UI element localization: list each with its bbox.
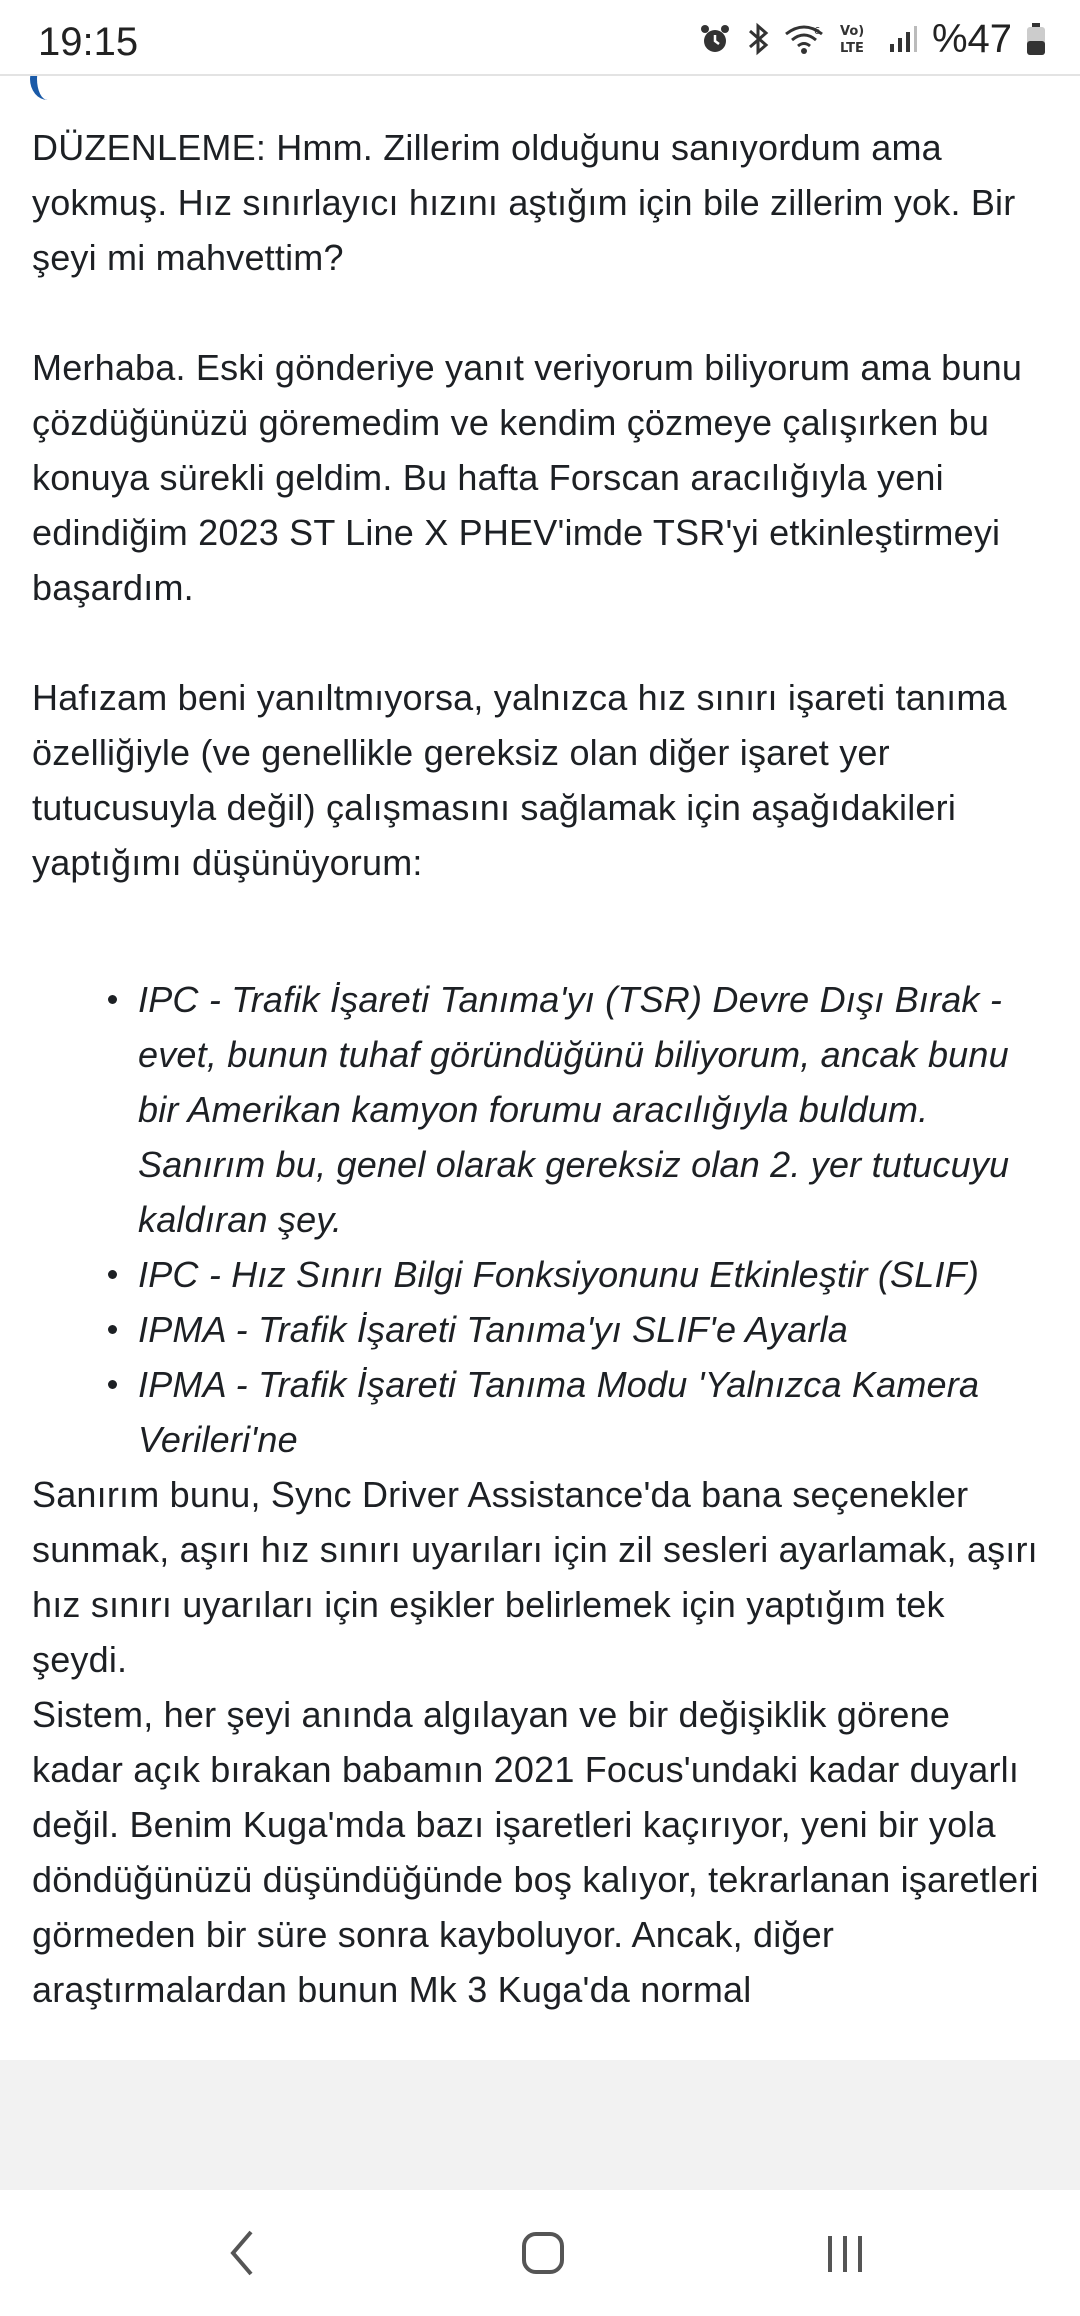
navigation-bar	[0, 2190, 1080, 2316]
status-time: 19:15	[38, 20, 139, 64]
wifi-icon	[784, 22, 824, 56]
list-item: IPMA - Trafik İşareti Tanıma'yı SLIF'e Ayarla	[138, 1302, 1047, 1357]
battery-icon	[1026, 22, 1046, 56]
list-item: IPC - Trafik İşareti Tanıma'yı (TSR) Devre Dışı Bırak - evet, bunun tuhaf göründüğünü biliyorum, ancak bunu bir Amerikan kamyon forumu aracılığıyla buldum. Sanırım bu, genel olarak gereksiz olan 2. yer tutucuyu kaldıran şey.	[138, 972, 1047, 1247]
back-icon	[223, 2228, 263, 2283]
alarm-icon	[698, 22, 732, 56]
bluetooth-icon	[746, 21, 770, 57]
memory-paragraph: Hafızam beni yanıltmıyorsa, yalnızca hız sınırı işareti tanıma özelliğiyle (ve genellikle gereksiz olan diğer işaret yer tutucusuyla değil) çalışmasını sağlamak için aşağıdakileri yaptığımı düşünüyorum:	[32, 677, 1007, 883]
battery-level: %47	[931, 16, 1012, 61]
svg-text:Vo): Vo)	[839, 24, 865, 39]
sync-paragraph: Sanırım bunu, Sync Driver Assistance'da bana seçenekler sunmak, aşırı hız sınırı uyarıları için zil sesleri ayarlamak, aşırı hız sınırı uyarıları için eşikler belirlemek için yaptığım tek şeydi.	[32, 1474, 1038, 1680]
svg-text:6: 6	[813, 26, 821, 37]
bottom-panel	[0, 2060, 1080, 2190]
steps-list	[32, 972, 1047, 1467]
post-content	[32, 120, 1047, 2017]
status-bar	[0, 0, 1080, 76]
list-item: IPMA - Trafik İşareti Tanıma Modu 'Yalnızca Kamera Verileri'ne	[138, 1357, 1047, 1467]
volte-icon	[838, 21, 874, 57]
back-button[interactable]	[208, 2220, 278, 2290]
status-icons	[698, 14, 1046, 64]
home-button[interactable]	[508, 2220, 578, 2290]
recents-button[interactable]	[810, 2220, 880, 2290]
home-icon	[520, 2230, 566, 2281]
signal-icon	[888, 24, 918, 54]
list-item: IPC - Hız Sınırı Bilgi Fonksiyonunu Etkinleştir (SLIF)	[138, 1247, 1047, 1302]
system-paragraph: Sistem, her şeyi anında algılayan ve bir değişiklik görene kadar açık bırakan babamın 2021 Focus'undaki kadar duyarlı değil. Benim Kuga'mda bazı işaretleri kaçırıyor, yeni bir yola döndüğünüzü düşündüğünde boş kalıyor, tekrarlanan işaretleri görmeden bir süre sonra kayboluyor. Ancak, diğer araştırmalardan bunun Mk 3 Kuga'da normal	[32, 1694, 1039, 2010]
recents-icon	[822, 2230, 868, 2281]
edit-note: DÜZENLEME: Hmm. Zillerim olduğunu sanıyordum ama yokmuş. Hız sınırlayıcı hızını aştığım için bile zillerim yok. Bir şeyi mi mahvettim?	[32, 127, 1016, 278]
svg-text:LTE: LTE	[839, 41, 864, 56]
intro-paragraph: Merhaba. Eski gönderiye yanıt veriyorum biliyorum ama bunu çözdüğünüzü göremedim ve kendim çözmeye çalışırken bu konuya sürekli geldim. Bu hafta Forscan aracılığıyla yeni edindiğim 2023 ST Line X PHEV'imde TSR'yi etkinleştirmeyi başardım.	[32, 347, 1023, 608]
